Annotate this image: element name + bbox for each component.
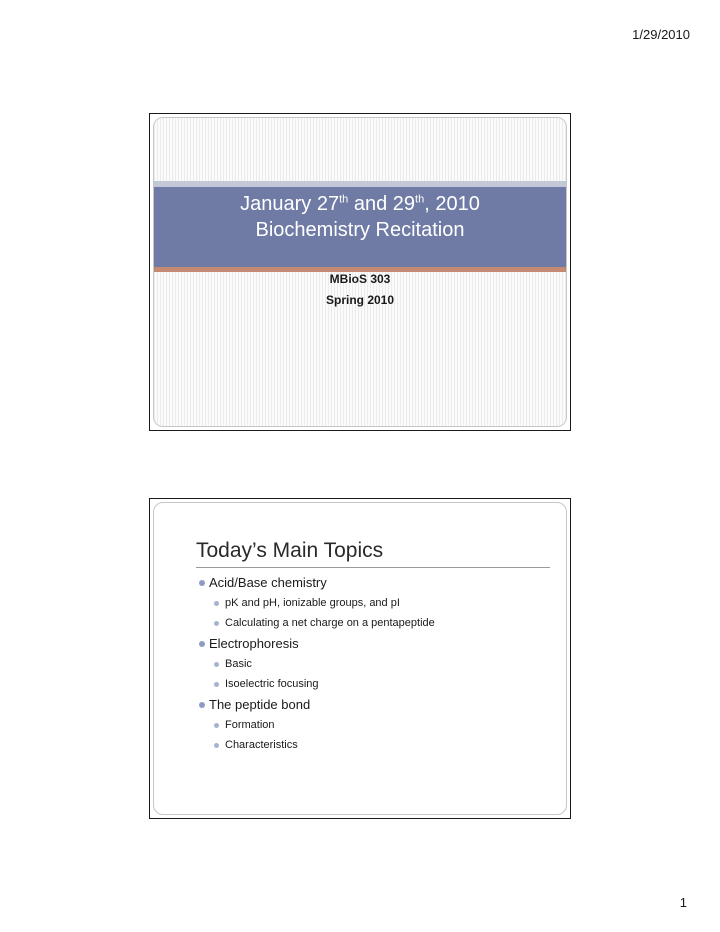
slide-thumbnail-2 — [149, 498, 571, 819]
title-divider — [196, 567, 550, 568]
sub-bullet-formation: Formation — [196, 715, 556, 735]
title-line-2: Biochemistry Recitation — [255, 219, 465, 241]
slide-1-title — [154, 191, 566, 243]
slide-2-title: Today’s Main Topics — [196, 539, 384, 562]
term: Spring 2010 — [325, 293, 395, 307]
slide-1-inner-frame — [153, 117, 567, 427]
bullet-acid-base: Acid/Base chemistry — [196, 573, 556, 593]
sub-bullet-net-charge: Calculating a net charge on a pentapeptide — [196, 613, 556, 633]
slide-2-inner-frame — [153, 502, 567, 815]
bullet-electrophoresis: Electrophoresis — [196, 634, 556, 654]
page-number: 1 — [679, 895, 687, 910]
slide-1-subtitle — [154, 269, 566, 311]
sub-bullet-basic: Basic — [196, 654, 556, 674]
bullet-peptide-bond: The peptide bond — [196, 695, 556, 715]
header-date: 1/29/2010 — [632, 27, 690, 42]
sub-bullet-isoelectric: Isoelectric focusing — [196, 674, 556, 694]
slide-thumbnail-1 — [149, 113, 571, 431]
title-line-1: January 27th and 29th, 2010 — [240, 193, 480, 215]
sub-bullet-pk-ph: pK and pH, ionizable groups, and pI — [196, 593, 556, 613]
sub-bullet-characteristics: Characteristics — [196, 735, 556, 755]
course-code: MBioS 303 — [329, 272, 391, 286]
topic-list — [196, 572, 556, 755]
